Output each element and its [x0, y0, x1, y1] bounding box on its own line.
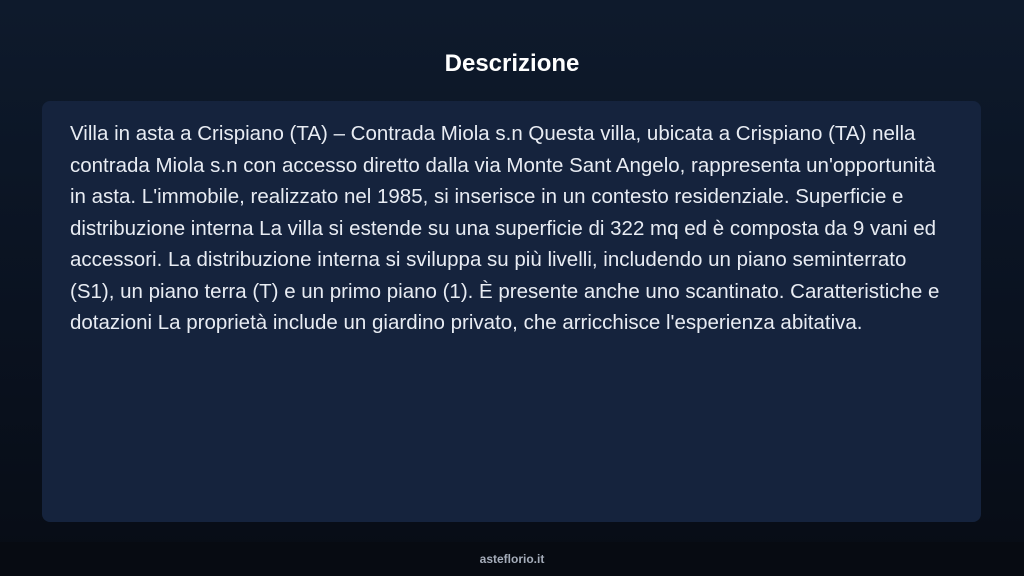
description-text: Villa in asta a Crispiano (TA) – Contrada Miola s.n Questa villa, ubicata a Crispiano (TA) nella contrada Miola s.n con accesso diretto dalla via Monte Sant Angelo, rappresenta un'opportunità in asta. L'immobile, realizzato nel 1985, si inserisce in un contesto residenziale. Superficie e distribuzione interna La villa si estende su una superficie di 322 mq ed è composta da 9 vani ed accessori. La distribuzione interna si sviluppa su più livelli, includendo un piano seminterrato (S1), un piano terra (T) e un primo piano (1). È presente anche uno scantinato. Caratteristiche e dotazioni La proprietà include un giardino privato, che arricchisce l'esperienza abitativa.: [70, 122, 940, 334]
page-title: Descrizione: [444, 50, 580, 77]
footer-site-label: asteflorio.it: [479, 552, 545, 566]
description-card: [42, 101, 981, 522]
